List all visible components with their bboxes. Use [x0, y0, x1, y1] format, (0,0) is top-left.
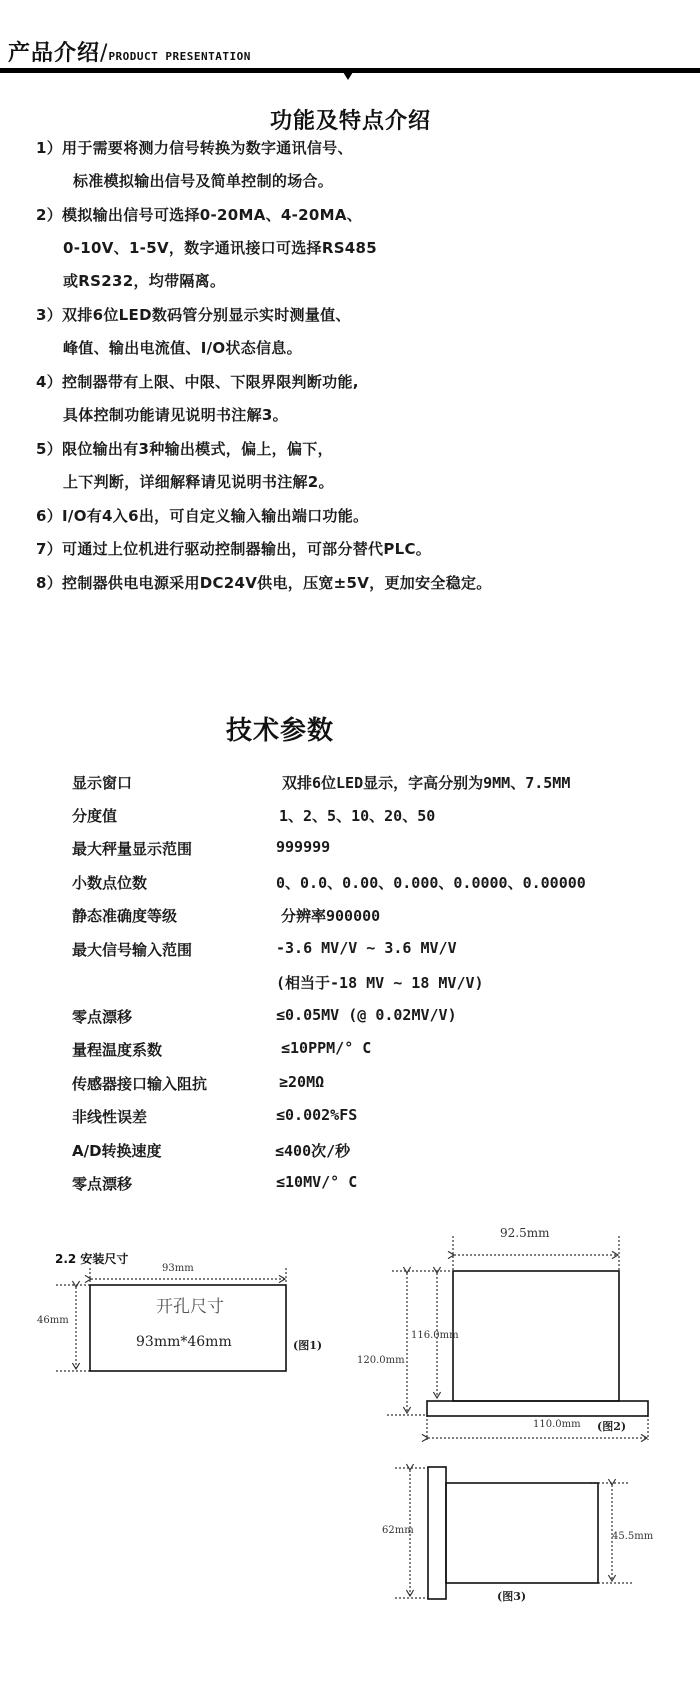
- spec-value: -3.6 MV/V ~ 3.6 MV/V: [276, 939, 457, 957]
- spec-value: ≤10MV/° C: [276, 1173, 358, 1191]
- header-separator: /: [100, 41, 109, 66]
- fig1-height-label: 46mm: [37, 1315, 69, 1326]
- spec-label: A/D转换速度: [72, 1142, 162, 1160]
- feature-line: 3）双排6位LED数码管分别显示实时测量值、: [36, 306, 351, 324]
- spec-label: 非线性误差: [72, 1108, 148, 1126]
- fig2-caption: (图2): [597, 1420, 627, 1433]
- spec-value: 0、0.0、0.00、0.000、0.0000、0.00000: [276, 874, 586, 892]
- fig2-width-label: 92.5mm: [500, 1226, 550, 1240]
- fig1-caption: (图1): [293, 1339, 323, 1352]
- spec-label: 静态准确度等级: [72, 907, 178, 925]
- fig2-inner-height-label: 116.0mm: [411, 1330, 459, 1341]
- spec-label: 最大信号输入范围: [72, 941, 193, 959]
- feature-line: 或RS232，均带隔离。: [63, 272, 226, 290]
- fig1-inner-title: 开孔尺寸: [156, 1297, 224, 1317]
- fig1-inner-dims: 93mm*46mm: [136, 1334, 232, 1350]
- header-title-en: PRODUCT PRESENTATION: [108, 50, 251, 63]
- features-title: 功能及特点介绍: [270, 109, 432, 134]
- fig3-caption: (图3): [497, 1590, 527, 1603]
- spec-value: ≤0.05MV (@ 0.02MV/V): [276, 1006, 457, 1024]
- feature-line: 6）I/O有4入6出，可自定义输入输出端口功能。: [36, 507, 369, 525]
- feature-line: 1）用于需要将测力信号转换为数字通讯信号、: [36, 139, 353, 157]
- fig1-width-label: 93mm: [162, 1263, 194, 1274]
- feature-line: 标准模拟输出信号及简单控制的场合。: [73, 172, 334, 190]
- spec-value: 双排6位LED显示，字高分别为9MM、7.5MM: [282, 774, 571, 792]
- feature-line: 5）限位输出有3种输出模式，偏上，偏下，: [36, 440, 333, 458]
- fig3-height-label: 62mm: [382, 1525, 414, 1536]
- spec-label: 量程温度系数: [72, 1041, 163, 1059]
- fig3-body-rect: [446, 1483, 598, 1583]
- feature-line: 上下判断，详细解释请见说明书注解2。: [63, 473, 334, 491]
- spec-label: 小数点位数: [72, 874, 148, 892]
- spec-value: 999999: [276, 838, 331, 856]
- feature-line: 具体控制功能请见说明书注解3。: [63, 406, 288, 424]
- spec-value-note: (相当于-18 MV ~ 18 MV/V): [276, 974, 484, 992]
- spec-label: 零点漂移: [72, 1008, 133, 1026]
- spec-value: ≤0.002%FS: [276, 1106, 358, 1124]
- spec-value: 1、2、5、10、20、50: [279, 807, 436, 825]
- install-title: 2.2 安装尺寸: [55, 1252, 129, 1266]
- specs-title: 技术参数: [226, 716, 335, 746]
- spec-label: 显示窗口: [72, 774, 133, 792]
- feature-line: 0-10V、1-5V，数字通讯接口可选择RS485: [63, 239, 378, 257]
- fig3-body-height-label: 45.5mm: [612, 1531, 654, 1542]
- feature-line: 7）可通过上位机进行驱动控制器输出，可部分替代PLC。: [36, 540, 432, 558]
- fig2-outer-height-label: 120.0mm: [357, 1355, 405, 1366]
- spec-label: 零点漂移: [72, 1175, 133, 1193]
- spec-label: 传感器接口输入阻抗: [72, 1075, 208, 1093]
- spec-value: ≤10PPM/° C: [281, 1039, 372, 1057]
- spec-label: 分度值: [72, 807, 118, 825]
- spec-value: ≤400次/秒: [275, 1142, 351, 1160]
- spec-value: 分辨率900000: [281, 907, 381, 925]
- spec-label: 最大秤量显示范围: [72, 840, 193, 858]
- spec-value: ≥20MΩ: [279, 1073, 325, 1091]
- fig2-base-rect: [427, 1401, 648, 1416]
- fig3-panel-rect: [428, 1467, 446, 1599]
- feature-line: 4）控制器带有上限、中限、下限界限判断功能,: [36, 373, 359, 391]
- fig2-base-width-label: 110.0mm: [533, 1419, 581, 1430]
- feature-line: 8）控制器供电电源采用DC24V供电，压宽±5V，更加安全稳定。: [36, 574, 492, 592]
- feature-line: 2）模拟输出信号可选择0-20MA、4-20MA、: [36, 206, 363, 224]
- fig2-body-rect: [453, 1271, 619, 1401]
- feature-line: 峰值、输出电流值、I/O状态信息。: [63, 339, 302, 357]
- header-title-cn: 产品介绍: [8, 41, 101, 66]
